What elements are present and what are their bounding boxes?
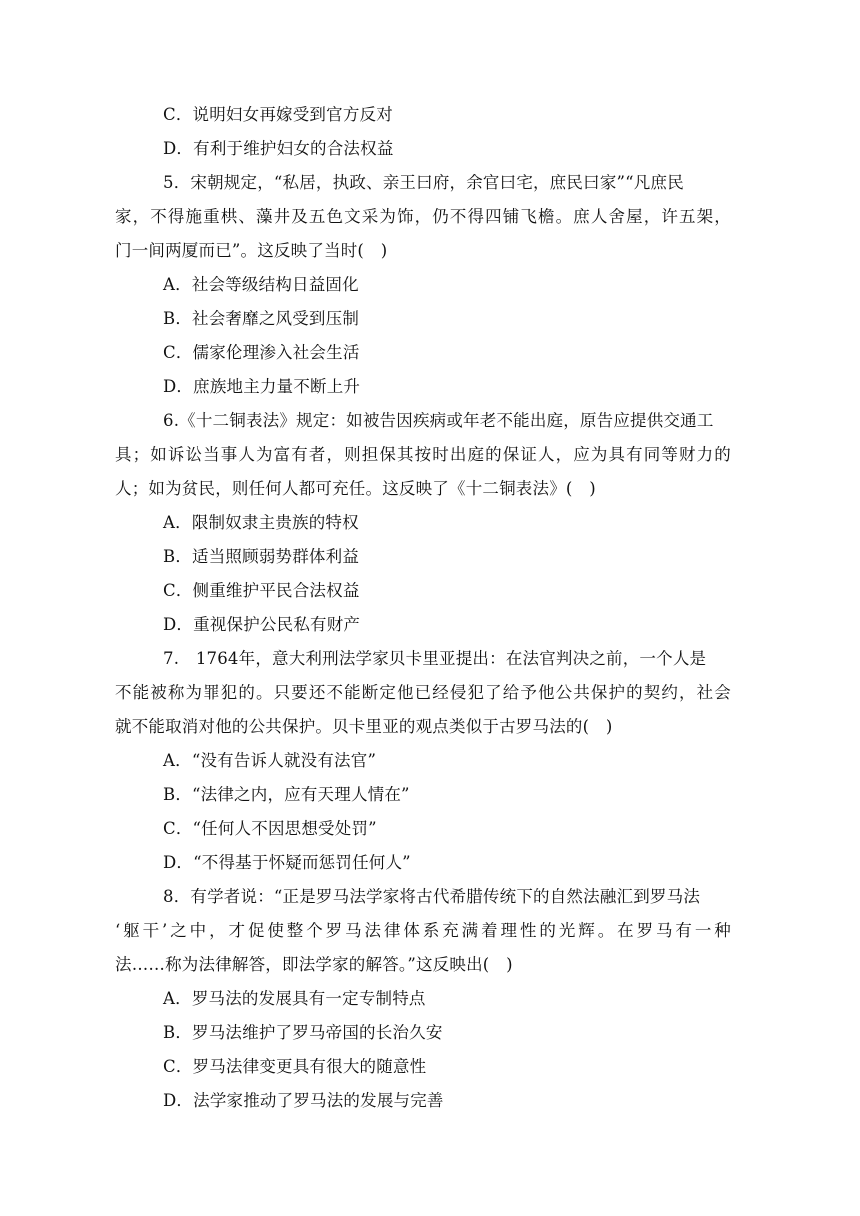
q4-option-d: D．有利于维护妇女的合法权益	[163, 139, 394, 158]
q8-option-b: B．罗马法维护了罗马帝国的长治久安	[163, 1023, 443, 1042]
q6-option-a: A．限制奴隶主贵族的特权	[163, 513, 359, 532]
q5-option-b: B．社会奢靡之风受到压制	[163, 309, 360, 328]
q6-stem-line-3: 人；如为贫民，则任何人都可充任。这反映了《十二铜表法》( )	[115, 479, 596, 498]
q6-option-c: C．侧重维护平民合法权益	[163, 581, 360, 600]
q6-option-b: B．适当照顾弱势群体利益	[163, 547, 360, 566]
q8-stem-line-2: ‘躯干’之中，才促使整个罗马法律体系充满着理性的光辉。在罗马有一种	[115, 921, 731, 940]
q5-option-d: D．庶族地主力量不断上升	[163, 377, 361, 396]
q8-stem-line-1: 8．有学者说：“正是罗马法学家将古代希腊传统下的自然法融汇到罗马法	[163, 887, 701, 906]
q7-stem-line-3: 就不能取消对他的公共保护。贝卡里亚的观点类似于古罗马法的( )	[115, 717, 613, 736]
q5-stem-line-3: 门一间两厦而已”。这反映了当时( )	[115, 241, 388, 260]
q8-stem-line-3: 法……称为法律解答，即法学家的解答。”这反映出( )	[115, 955, 513, 974]
q4-option-c: C．说明妇女再嫁受到官方反对	[163, 105, 393, 124]
q5-stem-line-2: 家，不得施重栱、藻井及五色文采为饰，仍不得四铺飞檐。庶人舍屋，许五架，	[115, 207, 731, 226]
q5-option-c: C．儒家伦理渗入社会生活	[163, 343, 360, 362]
q7-stem-line-1: 7. 1764年，意大利刑法学家贝卡里亚提出：在法官判决之前，一个人是	[163, 649, 707, 668]
q5-stem-line-1: 5．宋朝规定，“私居，执政、亲王曰府，余官曰宅，庶民曰家”“凡庶民	[163, 173, 684, 192]
q8-option-c: C．罗马法律变更具有很大的随意性	[163, 1057, 427, 1076]
q8-option-d: D．法学家推动了罗马法的发展与完善	[163, 1091, 444, 1110]
q7-option-b: B．“法律之内，应有天理人情在”	[163, 785, 410, 804]
q7-stem-line-2: 不能被称为罪犯的。只要还不能断定他已经侵犯了给予他公共保护的契约，社会	[115, 683, 731, 702]
q6-stem-line-1: 6.《十二铜表法》规定：如被告因疾病或年老不能出庭，原告应提供交通工	[163, 411, 714, 430]
q7-option-a: A．“没有告诉人就没有法官”	[163, 751, 377, 770]
q6-option-d: D．重视保护公民私有财产	[163, 615, 361, 634]
q5-option-a: A．社会等级结构日益固化	[163, 275, 359, 294]
q7-option-c: C．“任何人不因思想受处罚”	[163, 819, 377, 838]
q7-option-d: D．“不得基于怀疑而惩罚任何人”	[163, 853, 411, 872]
q8-option-a: A．罗马法的发展具有一定专制特点	[163, 989, 426, 1008]
q6-stem-line-2: 具；如诉讼当事人为富有者，则担保其按时出庭的保证人，应为具有同等财力的	[115, 445, 731, 464]
